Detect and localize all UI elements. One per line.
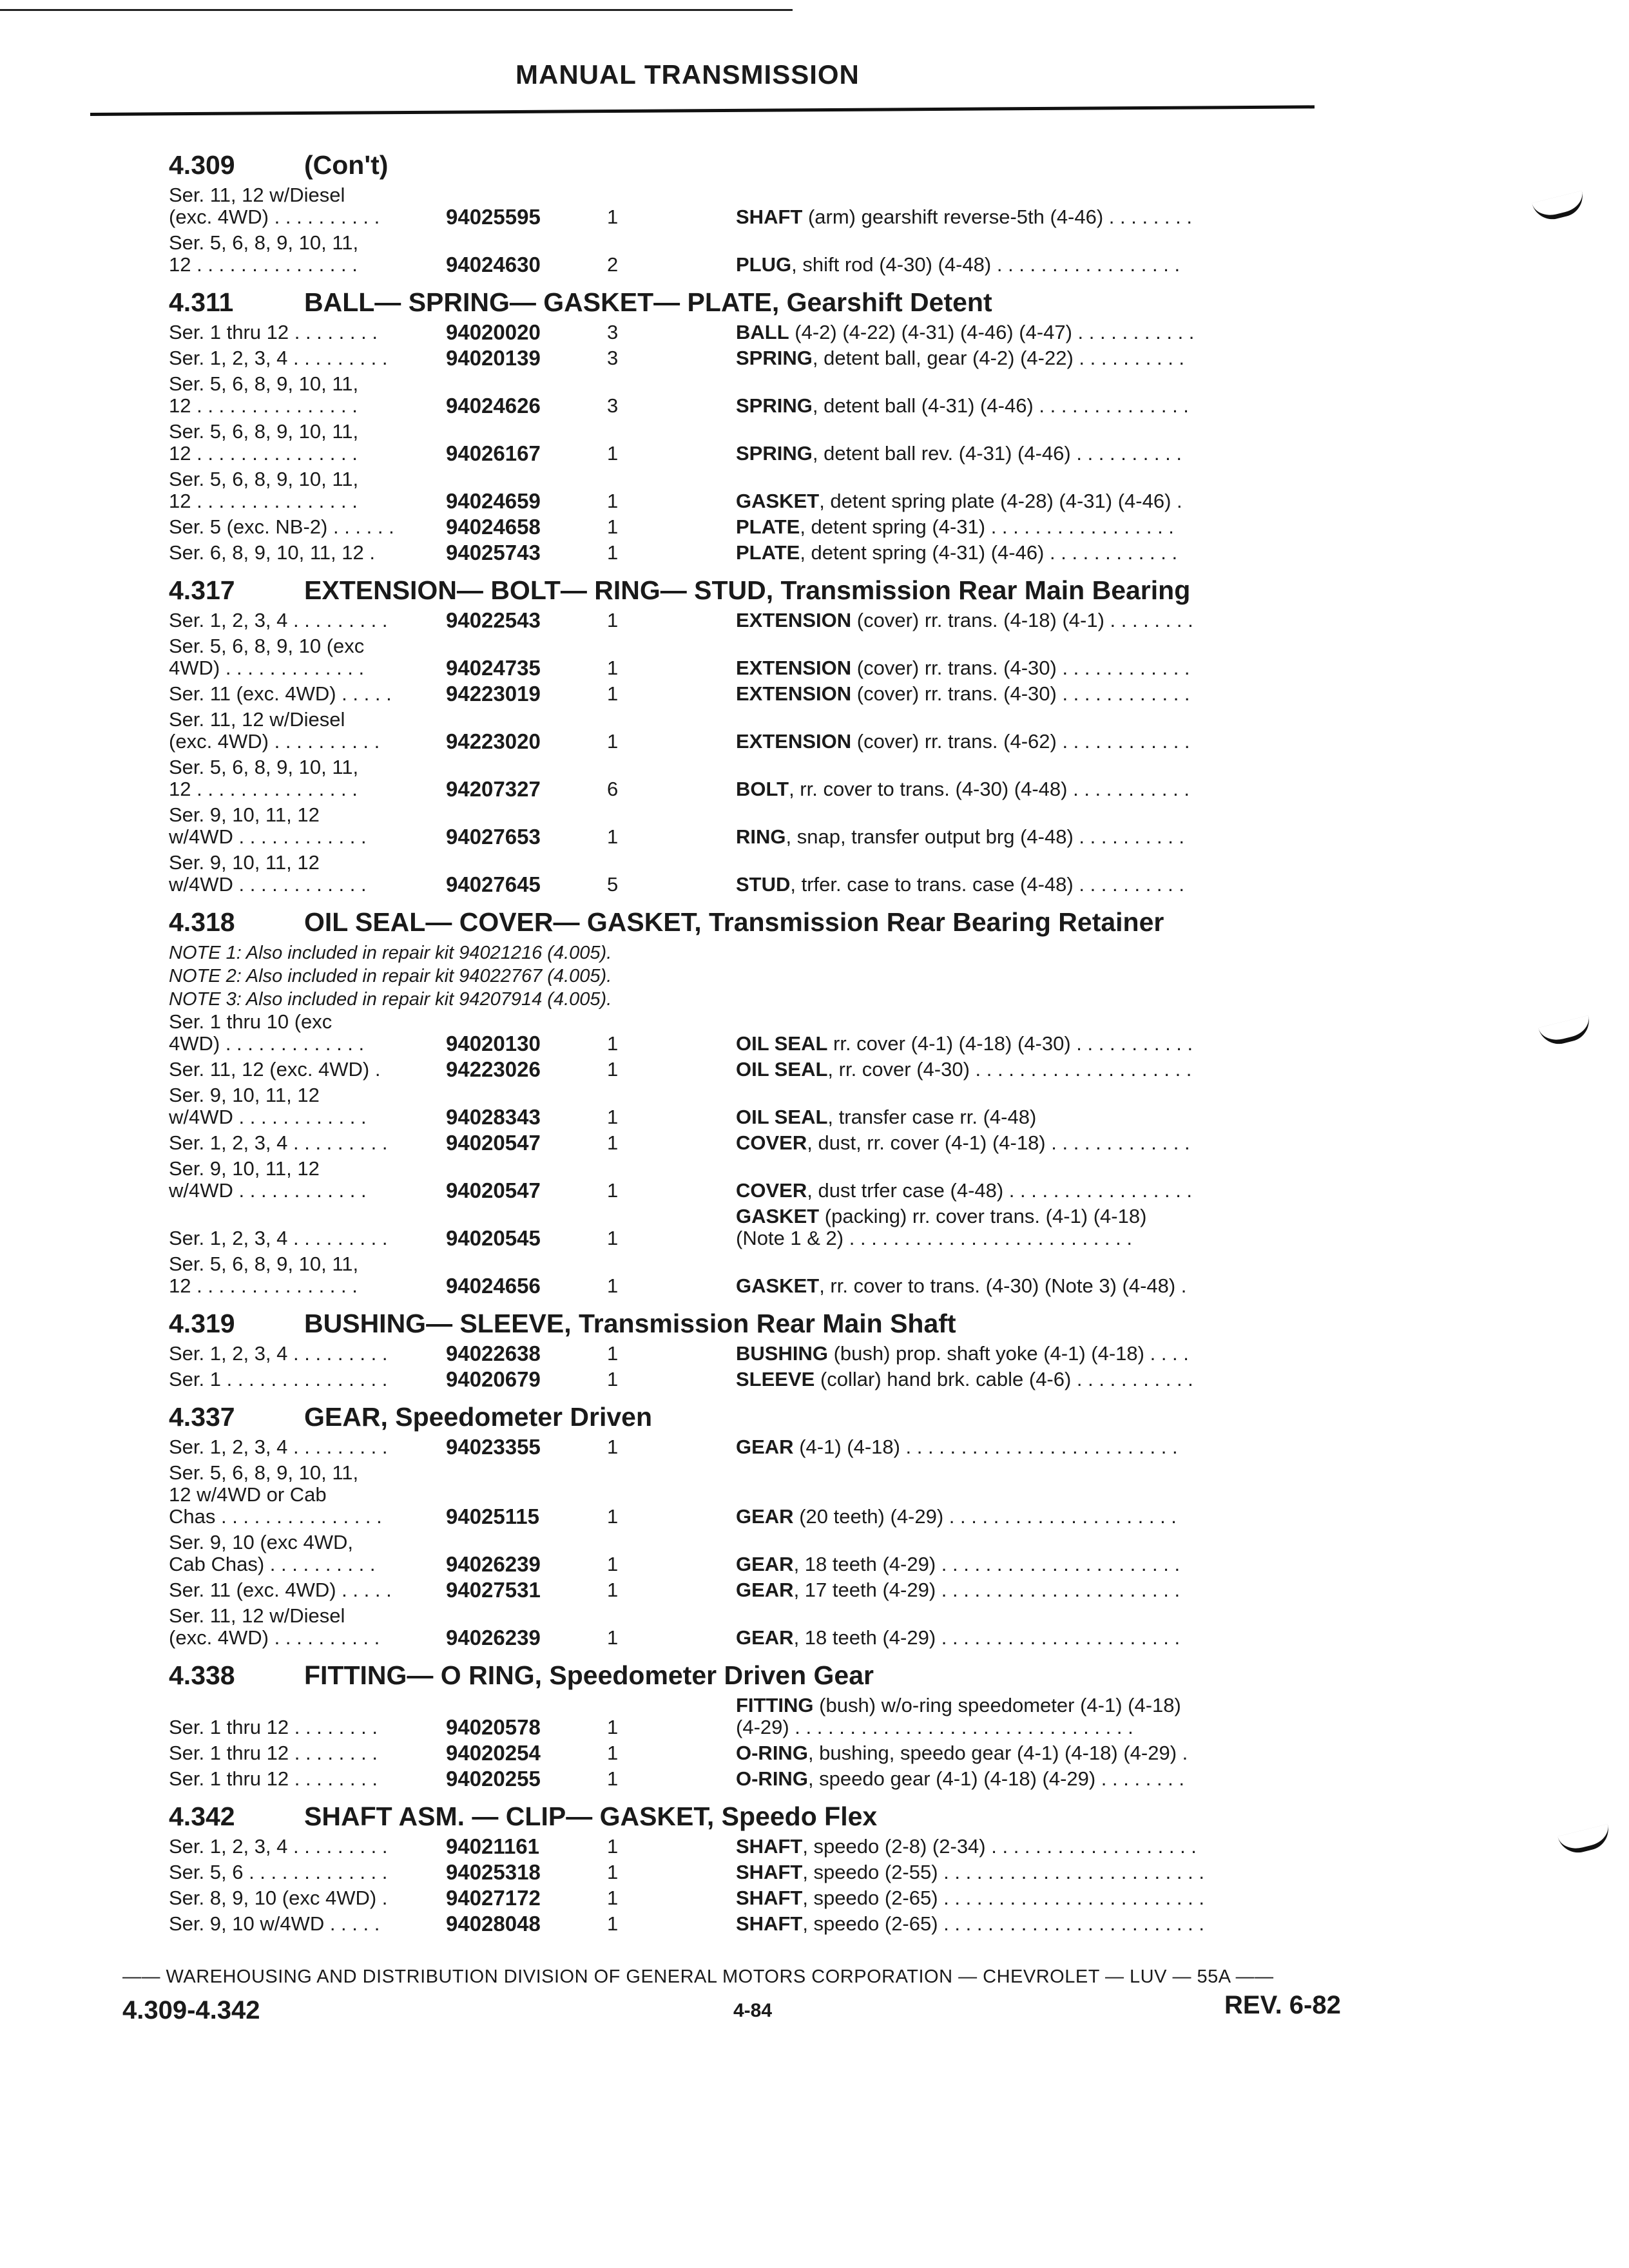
applicability-text: Ser. 11, 12 w/Diesel (exc. 4WD) . . . . . . . . . . bbox=[169, 184, 380, 228]
part-number: 94022638 bbox=[446, 1341, 541, 1365]
applicability-text: Ser. 1, 2, 3, 4 . . . . . . . . . bbox=[169, 347, 388, 369]
section-heading bbox=[169, 287, 1354, 318]
part-name: OIL SEAL bbox=[736, 1032, 828, 1055]
part-number: 94022543 bbox=[446, 608, 541, 632]
part-detail: (20 teeth) (4-29) . . . . . . . . . . . . . . . . . . . . . bbox=[793, 1505, 1177, 1528]
part-description bbox=[665, 826, 1354, 848]
punch-mark bbox=[1532, 191, 1587, 224]
applicability-text: Ser. 1, 2, 3, 4 . . . . . . . . . bbox=[169, 609, 388, 631]
part-name: SPRING bbox=[736, 442, 813, 465]
quantity: 1 bbox=[607, 825, 619, 848]
part-description bbox=[665, 778, 1354, 800]
part-row bbox=[169, 1861, 1354, 1883]
footer-range: 4.309-4.342 bbox=[122, 1996, 260, 2024]
applicability-text: Ser. 1 thru 12 . . . . . . . . bbox=[169, 1716, 378, 1738]
section-number: 4.337 bbox=[169, 1402, 235, 1432]
parts-list bbox=[169, 139, 1354, 1939]
part-row bbox=[169, 1206, 1354, 1249]
part-description bbox=[665, 1579, 1354, 1601]
page-title: MANUAL TRANSMISSION bbox=[516, 59, 860, 90]
applicability-text: Ser. 11 (exc. 4WD) . . . . . bbox=[169, 682, 392, 705]
part-row bbox=[169, 709, 1354, 753]
part-detail: , detent ball (4-31) (4-46) . . . . . . . . . . . . . . bbox=[812, 394, 1189, 417]
part-description bbox=[665, 1742, 1354, 1764]
part-number: 94223026 bbox=[446, 1057, 541, 1081]
part-row bbox=[169, 1913, 1354, 1935]
section-title: FITTING— O RING, Speedometer Driven Gear bbox=[304, 1660, 874, 1690]
part-row bbox=[169, 184, 1354, 228]
part-name: PLATE bbox=[736, 541, 800, 564]
applicability-text: Ser. 11, 12 w/Diesel (exc. 4WD) . . . . . . . . . . bbox=[169, 708, 380, 753]
part-description bbox=[665, 610, 1354, 631]
part-description bbox=[665, 1836, 1354, 1858]
part-number: 94027531 bbox=[446, 1578, 541, 1602]
part-description bbox=[665, 542, 1354, 564]
part-row bbox=[169, 1436, 1354, 1458]
section-number: 4.311 bbox=[169, 287, 234, 317]
part-description bbox=[665, 206, 1354, 228]
top-rule bbox=[0, 9, 793, 11]
quantity: 1 bbox=[607, 1912, 619, 1935]
part-description bbox=[665, 1861, 1354, 1883]
part-description bbox=[665, 490, 1354, 512]
part-description bbox=[665, 1506, 1354, 1528]
applicability-text: Ser. 9, 10, 11, 12 w/4WD . . . . . . . . . . . . bbox=[169, 851, 367, 896]
part-number: 94025115 bbox=[446, 1504, 540, 1528]
part-detail: , 17 teeth (4-29) . . . . . . . . . . . . . . . . . . . . . . bbox=[793, 1579, 1181, 1601]
applicability-text: Ser. 5, 6, 8, 9, 10, 11, 12 . . . . . . . . . . . . . . . bbox=[169, 372, 359, 417]
footer-division: —— WAREHOUSING AND DISTRIBUTION DIVISION OF GENERAL MOTORS CORPORATION — CHEVROLET — LUV — 55A —— bbox=[122, 1966, 1274, 1987]
part-detail: , dust, rr. cover (4-1) (4-18) . . . . . . . . . . . . . bbox=[807, 1131, 1190, 1154]
part-description bbox=[665, 1913, 1354, 1935]
part-detail: , detent spring (4-31) (4-46) . . . . . . . . . . . . bbox=[800, 541, 1178, 564]
part-row bbox=[169, 516, 1354, 538]
section-heading bbox=[169, 150, 1354, 180]
quantity: 1 bbox=[607, 1179, 619, 1202]
part-detail: , 18 teeth (4-29) . . . . . . . . . . . . . . . . . . . . . . bbox=[793, 1553, 1181, 1575]
part-detail: (4-2) (4-22) (4-31) (4-46) (4-47) . . . . . . . . . . . bbox=[789, 321, 1195, 343]
applicability-text: Ser. 5, 6, 8, 9, 10, 11, 12 . . . . . . . . . . . . . . . bbox=[169, 420, 359, 465]
quantity: 3 bbox=[607, 321, 619, 343]
header-rule bbox=[90, 105, 1315, 116]
section-title: (Con't) bbox=[304, 150, 389, 180]
part-number: 94026239 bbox=[446, 1552, 541, 1576]
part-row bbox=[169, 756, 1354, 800]
part-description bbox=[665, 1106, 1354, 1128]
part-number: 94026239 bbox=[446, 1626, 541, 1649]
part-name: SHAFT bbox=[736, 1861, 803, 1883]
quantity: 1 bbox=[607, 1716, 619, 1738]
quantity: 1 bbox=[607, 609, 619, 631]
part-name: GEAR bbox=[736, 1436, 794, 1458]
part-row bbox=[169, 1343, 1354, 1365]
part-name: GEAR bbox=[736, 1626, 794, 1649]
part-name: OIL SEAL bbox=[736, 1106, 828, 1128]
part-detail: , rr. cover (4-30) . . . . . . . . . . . . . . . . . . . . bbox=[827, 1058, 1192, 1081]
part-description bbox=[665, 1033, 1354, 1055]
quantity: 1 bbox=[607, 1131, 619, 1154]
quantity: 1 bbox=[607, 657, 619, 679]
quantity: 1 bbox=[607, 1106, 619, 1128]
section-heading bbox=[169, 1402, 1354, 1432]
quantity: 2 bbox=[607, 253, 619, 276]
part-name: BOLT bbox=[736, 778, 789, 800]
section-title: GEAR, Speedometer Driven bbox=[304, 1402, 652, 1432]
part-row bbox=[169, 322, 1354, 343]
quantity: 1 bbox=[607, 442, 619, 465]
quantity: 1 bbox=[607, 730, 619, 753]
applicability-text: Ser. 9, 10 w/4WD . . . . . bbox=[169, 1912, 380, 1935]
part-row bbox=[169, 1579, 1354, 1601]
part-detail: (collar) hand brk. cable (4-6) . . . . . . . . . . . bbox=[815, 1368, 1193, 1390]
punch-mark bbox=[1538, 1015, 1594, 1048]
part-name: O-RING bbox=[736, 1767, 808, 1790]
quantity: 1 bbox=[607, 1505, 619, 1528]
quantity: 3 bbox=[607, 394, 619, 417]
part-name: EXTENSION bbox=[736, 682, 852, 705]
part-row bbox=[169, 421, 1354, 465]
part-number: 94028048 bbox=[446, 1912, 541, 1936]
applicability-text: Ser. 8, 9, 10 (exc 4WD) . bbox=[169, 1887, 388, 1909]
part-number: 94026167 bbox=[446, 441, 541, 465]
section-title: OIL SEAL— COVER— GASKET, Transmission Rear Bearing Retainer bbox=[304, 907, 1164, 937]
part-row bbox=[169, 1158, 1354, 1202]
part-detail: , speedo (2-8) (2-34) . . . . . . . . . . . . . . . . . . . bbox=[802, 1835, 1197, 1858]
part-detail: , speedo (2-65) . . . . . . . . . . . . . . . . . . . . . . . . bbox=[802, 1887, 1204, 1909]
part-detail: , snap, transfer output brg (4-48) . . . . . . . . . . bbox=[786, 825, 1185, 848]
part-number: 94020679 bbox=[446, 1367, 541, 1391]
section-title: BUSHING— SLEEVE, Transmission Rear Main Shaft bbox=[304, 1309, 956, 1338]
applicability-text: Ser. 5, 6, 8, 9, 10, 11, 12 . . . . . . . . . . . . . . . bbox=[169, 231, 359, 276]
part-name: SLEEVE bbox=[736, 1368, 815, 1390]
part-description bbox=[665, 322, 1354, 343]
quantity: 1 bbox=[607, 1032, 619, 1055]
quantity: 1 bbox=[607, 1368, 619, 1390]
punch-mark bbox=[1557, 1824, 1613, 1857]
quantity: 1 bbox=[607, 1626, 619, 1649]
part-name: STUD bbox=[736, 873, 791, 896]
applicability-text: Ser. 1 thru 12 . . . . . . . . bbox=[169, 1742, 378, 1764]
section-heading bbox=[169, 907, 1354, 937]
applicability-text: Ser. 5, 6 . . . . . . . . . . . . . bbox=[169, 1861, 388, 1883]
part-detail: , detent spring plate (4-28) (4-31) (4-46) . bbox=[819, 490, 1182, 512]
part-number: 94024630 bbox=[446, 253, 541, 276]
part-detail: (cover) rr. trans. (4-30) . . . . . . . . . . . . bbox=[851, 657, 1190, 679]
part-name: COVER bbox=[736, 1179, 807, 1202]
part-description bbox=[665, 1059, 1354, 1081]
part-detail: , transfer case rr. (4-48) bbox=[827, 1106, 1037, 1128]
applicability-text: Ser. 11, 12 (exc. 4WD) . bbox=[169, 1058, 381, 1081]
part-detail: , speedo gear (4-1) (4-18) (4-29) . . . . . . . . bbox=[807, 1767, 1185, 1790]
part-detail: , shift rod (4-30) (4-48) . . . . . . . . . . . . . . . . . bbox=[791, 253, 1181, 276]
applicability-text: Ser. 9, 10, 11, 12 w/4WD . . . . . . . . . . . . bbox=[169, 1084, 367, 1128]
part-name: PLUG bbox=[736, 253, 792, 276]
part-number: 94024735 bbox=[446, 656, 541, 680]
part-name: BUSHING bbox=[736, 1342, 828, 1365]
part-number: 94024656 bbox=[446, 1274, 541, 1298]
part-row bbox=[169, 1742, 1354, 1764]
part-name: GEAR bbox=[736, 1553, 794, 1575]
applicability-text: Ser. 11, 12 w/Diesel (exc. 4WD) . . . . . . . . . . bbox=[169, 1604, 380, 1649]
part-number: 94020578 bbox=[446, 1715, 541, 1739]
applicability-text: Ser. 1 . . . . . . . . . . . . . . . bbox=[169, 1368, 388, 1390]
section-title: BALL— SPRING— GASKET— PLATE, Gearshift Detent bbox=[304, 287, 992, 317]
part-detail: , detent ball, gear (4-2) (4-22) . . . . . . . . . . bbox=[812, 347, 1185, 369]
part-description bbox=[665, 1887, 1354, 1909]
part-number: 94027645 bbox=[446, 872, 541, 896]
part-detail: , rr. cover to trans. (4-30) (4-48) . . . . . . . . . . . bbox=[789, 778, 1190, 800]
section-title: EXTENSION— BOLT— RING— STUD, Transmission Rear Main Bearing bbox=[304, 575, 1191, 605]
part-number: 94024626 bbox=[446, 394, 541, 418]
part-name: GASKET bbox=[736, 1274, 820, 1297]
part-number: 94020254 bbox=[446, 1741, 541, 1765]
part-number: 94020547 bbox=[446, 1178, 541, 1202]
part-row bbox=[169, 1836, 1354, 1858]
part-name: GEAR bbox=[736, 1505, 794, 1528]
quantity: 1 bbox=[607, 490, 619, 512]
applicability-text: Ser. 1, 2, 3, 4 . . . . . . . . . bbox=[169, 1436, 388, 1458]
applicability-text: Ser. 1, 2, 3, 4 . . . . . . . . . bbox=[169, 1342, 388, 1365]
part-name: EXTENSION bbox=[736, 730, 852, 753]
part-name: BALL bbox=[736, 321, 789, 343]
quantity: 1 bbox=[607, 1767, 619, 1790]
quantity: 3 bbox=[607, 347, 619, 369]
part-row bbox=[169, 1011, 1354, 1055]
part-name: SPRING bbox=[736, 394, 813, 417]
part-number: 94025318 bbox=[446, 1860, 541, 1884]
part-number: 94020139 bbox=[446, 346, 541, 370]
part-row bbox=[169, 1369, 1354, 1390]
quantity: 1 bbox=[607, 1058, 619, 1081]
quantity: 1 bbox=[607, 1887, 619, 1909]
part-detail: , bushing, speedo gear (4-1) (4-18) (4-29) . bbox=[807, 1742, 1188, 1764]
part-number: 94020255 bbox=[446, 1767, 541, 1791]
applicability-text: Ser. 5, 6, 8, 9, 10, 11, 12 . . . . . . . . . . . . . . . bbox=[169, 756, 359, 800]
quantity: 1 bbox=[607, 1436, 619, 1458]
part-row bbox=[169, 1532, 1354, 1575]
applicability-text: Ser. 9, 10, 11, 12 w/4WD . . . . . . . . . . . . bbox=[169, 1157, 367, 1202]
part-name: GASKET bbox=[736, 490, 820, 512]
part-description bbox=[665, 1768, 1354, 1790]
quantity: 5 bbox=[607, 873, 619, 896]
part-name: GEAR bbox=[736, 1579, 794, 1601]
part-name: SHAFT bbox=[736, 1912, 803, 1935]
applicability-text: Ser. 6, 8, 9, 10, 11, 12 . bbox=[169, 541, 375, 564]
section-heading bbox=[169, 1309, 1354, 1339]
part-name: GASKET bbox=[736, 1205, 820, 1227]
part-row bbox=[169, 683, 1354, 705]
part-name: SHAFT bbox=[736, 1887, 803, 1909]
part-detail: (cover) rr. trans. (4-30) . . . . . . . . . . . . bbox=[851, 682, 1190, 705]
part-detail: (bush) w/o-ring speedometer (4-1) (4-18) (4-29) . . . . . . . . . . . . . . . . . . . . . . . . . . . . . . . bbox=[736, 1694, 1181, 1738]
part-description bbox=[665, 731, 1354, 753]
footer-page-number: 4-84 bbox=[733, 2000, 773, 2021]
applicability-text: Ser. 1 thru 12 . . . . . . . . bbox=[169, 1767, 378, 1790]
section-heading bbox=[169, 575, 1354, 606]
section-note: NOTE 1: Also included in repair kit 94021216 (4.005). bbox=[169, 943, 612, 963]
quantity: 1 bbox=[607, 682, 619, 705]
section-number: 4.319 bbox=[169, 1309, 235, 1338]
quantity: 1 bbox=[607, 1835, 619, 1858]
part-description bbox=[665, 1369, 1354, 1390]
part-name: OIL SEAL bbox=[736, 1058, 828, 1081]
applicability-text: Ser. 1, 2, 3, 4 . . . . . . . . . bbox=[169, 1227, 388, 1249]
applicability-text: Ser. 1, 2, 3, 4 . . . . . . . . . bbox=[169, 1131, 388, 1154]
part-row bbox=[169, 542, 1354, 564]
part-detail: (4-1) (4-18) . . . . . . . . . . . . . . . . . . . . . . . . . bbox=[793, 1436, 1178, 1458]
part-number: 94223020 bbox=[446, 729, 541, 753]
part-description bbox=[665, 1275, 1354, 1297]
part-row bbox=[169, 1132, 1354, 1154]
quantity: 1 bbox=[607, 1553, 619, 1575]
part-description bbox=[665, 1553, 1354, 1575]
part-description bbox=[665, 1180, 1354, 1202]
part-detail: , 18 teeth (4-29) . . . . . . . . . . . . . . . . . . . . . . bbox=[793, 1626, 1181, 1649]
part-name: O-RING bbox=[736, 1742, 808, 1764]
part-number: 94223019 bbox=[446, 682, 541, 706]
quantity: 1 bbox=[607, 1227, 619, 1249]
part-description bbox=[665, 516, 1354, 538]
part-row bbox=[169, 1695, 1354, 1738]
applicability-text: Ser. 5, 6, 8, 9, 10, 11, 12 . . . . . . . . . . . . . . . bbox=[169, 468, 359, 512]
applicability-text: Ser. 1 thru 12 . . . . . . . . bbox=[169, 321, 378, 343]
part-number: 94020547 bbox=[446, 1131, 541, 1155]
part-number: 94020545 bbox=[446, 1226, 541, 1250]
part-description bbox=[665, 1695, 1354, 1738]
section-number: 4.342 bbox=[169, 1802, 235, 1831]
part-description bbox=[665, 1627, 1354, 1649]
part-detail: (arm) gearshift reverse-5th (4-46) . . . . . . . . bbox=[802, 206, 1192, 228]
part-name: FITTING bbox=[736, 1694, 814, 1716]
quantity: 1 bbox=[607, 1861, 619, 1883]
applicability-text: Ser. 5, 6, 8, 9, 10, 11, 12 w/4WD or Cab Chas . . . . . . . . . . . . . . . bbox=[169, 1461, 382, 1528]
quantity: 1 bbox=[607, 1742, 619, 1764]
applicability-text: Ser. 9, 10, 11, 12 w/4WD . . . . . . . . . . . . bbox=[169, 803, 367, 848]
part-row bbox=[169, 1768, 1354, 1790]
part-name: COVER bbox=[736, 1131, 807, 1154]
part-detail: (packing) rr. cover trans. (4-1) (4-18) (Note 1 & 2) . . . . . . . . . . . . . . . . . . . . . . . . . . bbox=[736, 1205, 1147, 1249]
section-heading bbox=[169, 1660, 1354, 1691]
part-name: EXTENSION bbox=[736, 609, 852, 631]
part-number: 94020020 bbox=[446, 320, 541, 344]
part-description bbox=[665, 874, 1354, 896]
quantity: 1 bbox=[607, 206, 619, 228]
part-detail: (cover) rr. trans. (4-18) (4-1) . . . . . . . . bbox=[851, 609, 1193, 631]
part-detail: , rr. cover to trans. (4-30) (Note 3) (4-48) . bbox=[819, 1274, 1187, 1297]
part-description bbox=[665, 395, 1354, 417]
applicability-text: Ser. 1, 2, 3, 4 . . . . . . . . . bbox=[169, 1835, 388, 1858]
part-row bbox=[169, 1887, 1354, 1909]
applicability-text: Ser. 1 thru 10 (exc 4WD) . . . . . . . . . . . . . bbox=[169, 1010, 365, 1055]
part-number: 94023355 bbox=[446, 1435, 541, 1459]
part-description bbox=[665, 347, 1354, 369]
part-description bbox=[665, 657, 1354, 679]
section-number: 4.318 bbox=[169, 907, 235, 937]
part-number: 94025595 bbox=[446, 205, 541, 229]
part-row bbox=[169, 804, 1354, 848]
part-description bbox=[665, 1132, 1354, 1154]
footer-revision: REV. 6-82 bbox=[1224, 1991, 1341, 2019]
applicability-text: Ser. 5, 6, 8, 9, 10, 11, 12 . . . . . . . . . . . . . . . bbox=[169, 1253, 359, 1297]
section-heading bbox=[169, 1802, 1354, 1832]
part-description bbox=[665, 1206, 1354, 1249]
part-row bbox=[169, 852, 1354, 896]
part-number: 94027172 bbox=[446, 1886, 541, 1910]
quantity: 1 bbox=[607, 1342, 619, 1365]
part-detail: , speedo (2-65) . . . . . . . . . . . . . . . . . . . . . . . . bbox=[802, 1912, 1204, 1935]
part-number: 94207327 bbox=[446, 777, 541, 801]
part-name: PLATE bbox=[736, 515, 800, 538]
section-title: SHAFT ASM. — CLIP— GASKET, Speedo Flex bbox=[304, 1802, 878, 1831]
part-description bbox=[665, 1436, 1354, 1458]
part-name: SPRING bbox=[736, 347, 813, 369]
part-name: RING bbox=[736, 825, 786, 848]
applicability-text: Ser. 11 (exc. 4WD) . . . . . bbox=[169, 1579, 392, 1601]
part-name: SHAFT bbox=[736, 206, 803, 228]
part-row bbox=[169, 1084, 1354, 1128]
section-number: 4.338 bbox=[169, 1660, 235, 1690]
part-detail: , dust trfer case (4-48) . . . . . . . . . . . . . . . . . bbox=[807, 1179, 1193, 1202]
part-row bbox=[169, 1605, 1354, 1649]
quantity: 1 bbox=[607, 515, 619, 538]
section-note: NOTE 3: Also included in repair kit 94207914 (4.005). bbox=[169, 989, 612, 1010]
part-number: 94024658 bbox=[446, 515, 541, 539]
part-number: 94020130 bbox=[446, 1032, 541, 1055]
applicability-text: Ser. 5 (exc. NB-2) . . . . . . bbox=[169, 515, 394, 538]
part-detail: , detent spring (4-31) . . . . . . . . . . . . . . . . . bbox=[800, 515, 1174, 538]
part-row bbox=[169, 232, 1354, 276]
part-detail: rr. cover (4-1) (4-18) (4-30) . . . . . . . . . . . bbox=[827, 1032, 1193, 1055]
part-name: SHAFT bbox=[736, 1835, 803, 1858]
quantity: 1 bbox=[607, 541, 619, 564]
part-detail: , speedo (2-55) . . . . . . . . . . . . . . . . . . . . . . . . bbox=[802, 1861, 1204, 1883]
part-detail: (cover) rr. trans. (4-62) . . . . . . . . . . . . bbox=[851, 730, 1190, 753]
part-description bbox=[665, 683, 1354, 705]
part-number: 94027653 bbox=[446, 825, 541, 849]
quantity: 6 bbox=[607, 778, 619, 800]
part-row bbox=[169, 1059, 1354, 1081]
applicability-text: Ser. 5, 6, 8, 9, 10 (exc 4WD) . . . . . . . . . . . . . bbox=[169, 635, 365, 679]
part-number: 94025743 bbox=[446, 541, 541, 564]
part-description bbox=[665, 254, 1354, 276]
part-name: EXTENSION bbox=[736, 657, 852, 679]
section-number: 4.309 bbox=[169, 150, 235, 180]
part-row bbox=[169, 1253, 1354, 1297]
part-number: 94024659 bbox=[446, 489, 541, 513]
section-number: 4.317 bbox=[169, 575, 235, 605]
part-row bbox=[169, 468, 1354, 512]
part-row bbox=[169, 373, 1354, 417]
part-detail: , trfer. case to trans. case (4-48) . . . . . . . . . . bbox=[790, 873, 1184, 896]
part-detail: (bush) prop. shaft yoke (4-1) (4-18) . . . . bbox=[827, 1342, 1189, 1365]
part-row bbox=[169, 1462, 1354, 1528]
part-description bbox=[665, 1343, 1354, 1365]
part-detail: , detent ball rev. (4-31) (4-46) . . . . . . . . . . bbox=[812, 442, 1182, 465]
applicability-text: Ser. 9, 10 (exc 4WD, Cab Chas) . . . . . . . . . . bbox=[169, 1531, 376, 1575]
quantity: 1 bbox=[607, 1579, 619, 1601]
part-number: 94021161 bbox=[446, 1834, 540, 1858]
section-note: NOTE 2: Also included in repair kit 94022767 (4.005). bbox=[169, 966, 612, 986]
quantity: 1 bbox=[607, 1274, 619, 1297]
part-number: 94028343 bbox=[446, 1105, 541, 1129]
part-row bbox=[169, 635, 1354, 679]
part-row bbox=[169, 347, 1354, 369]
part-row bbox=[169, 610, 1354, 631]
part-description bbox=[665, 443, 1354, 465]
